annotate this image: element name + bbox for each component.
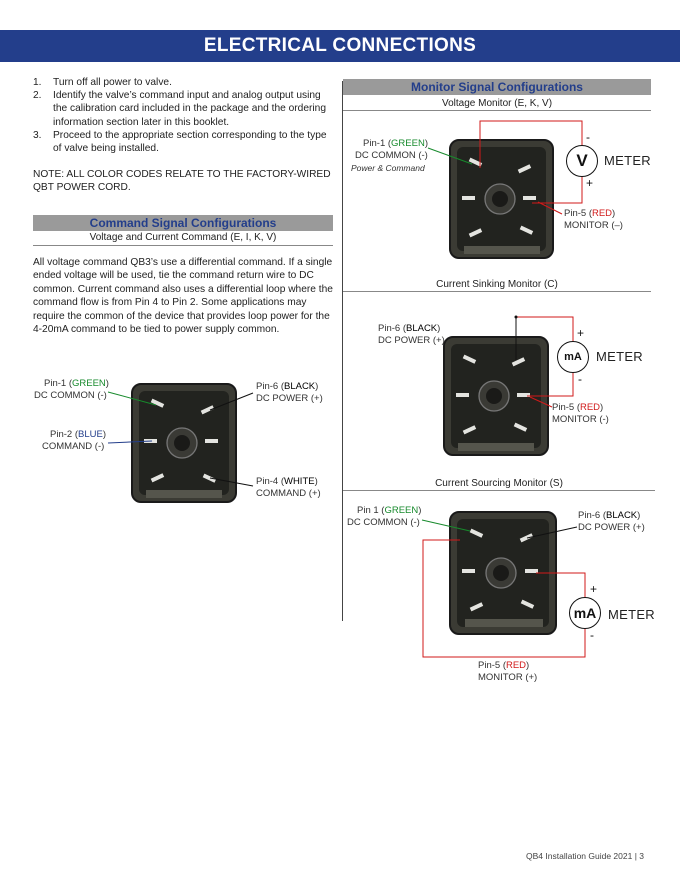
command-paragraph: All voltage command QB3’s use a differential command. If a single ended voltage will be used, tie the command return wire to DC common. Current command also uses a differential loop where the command flow is from Pin 4 to Pin 2. Some applications may require the common of the device that provides loop power for the 4-20mA command to be tied to power supply common.: [33, 257, 333, 336]
meter-minus: -: [590, 628, 594, 642]
page-banner: ELECTRICAL CONNECTIONS: [0, 30, 680, 62]
cmd-pin1-label: Pin-1 (GREEN) DC COMMON (-): [34, 378, 109, 401]
sourcing-monitor-title: Current Sourcing Monitor (S): [343, 477, 655, 491]
volt-pin1-label: Pin-1 (GREEN): [363, 138, 428, 149]
src-pin1-label: Pin 1 (GREEN) DC COMMON (-): [347, 505, 422, 528]
ammeter-icon: mA: [557, 341, 589, 373]
meter-plus: +: [590, 582, 598, 596]
ammeter-icon: mA: [569, 597, 601, 629]
meter-label: METER: [596, 349, 643, 364]
step-item: 1. Turn off all power to valve.: [33, 77, 172, 88]
meter-label: METER: [604, 153, 651, 168]
cmd-pin2-label: Pin-2 (BLUE) COMMAND (-): [42, 429, 106, 452]
sinking-monitor-title: Current Sinking Monitor (C): [343, 278, 651, 292]
section-heading: Monitor Signal Configurations: [343, 79, 651, 95]
step-item: 3. Proceed to the appropriate section corresponding to the type of valve being installed.: [33, 129, 327, 155]
src-pin6-label: Pin-6 (BLACK) DC POWER (+): [578, 510, 645, 533]
section-heading: Command Signal Configurations: [33, 215, 333, 231]
voltmeter-icon: V: [566, 145, 598, 177]
cmd-pin6-label: Pin-6 (BLACK) DC POWER (+): [256, 381, 323, 404]
section-subheading: Voltage and Current Command (E, I, K, V): [33, 231, 333, 246]
meter-minus: -: [586, 130, 590, 144]
page-footer: QB4 Installation Guide 2021 | 3: [526, 851, 644, 861]
meter-plus: +: [586, 176, 594, 190]
meter-label: METER: [608, 607, 655, 622]
src-pin5-label: Pin-5 (RED) MONITOR (+): [478, 660, 538, 683]
volt-pin5-label: Pin-5 (RED) MONITOR (–): [564, 208, 623, 231]
volt-pin1-desc: DC COMMON (-): [355, 150, 428, 161]
meter-minus: -: [578, 372, 582, 386]
meter-plus: +: [577, 326, 585, 340]
sink-pin6-label: Pin-6 (BLACK) DC POWER (+): [378, 323, 445, 346]
voltage-monitor-title: Voltage Monitor (E, K, V): [343, 97, 651, 111]
color-code-note: NOTE: ALL COLOR CODES RELATE TO THE FACTORY-WIRED QBT POWER CORD.: [33, 169, 331, 193]
cmd-pin4-label: Pin-4 (WHITE) COMMAND (+): [256, 476, 321, 499]
sink-pin5-label: Pin-5 (RED) MONITOR (-): [552, 402, 609, 425]
step-item: 2. Identify the valve’s command input and analog output using the calibration card included in the package and the ordering information section later in this booklet.: [33, 90, 326, 128]
volt-pin1-sub: Power & Command: [351, 163, 425, 173]
